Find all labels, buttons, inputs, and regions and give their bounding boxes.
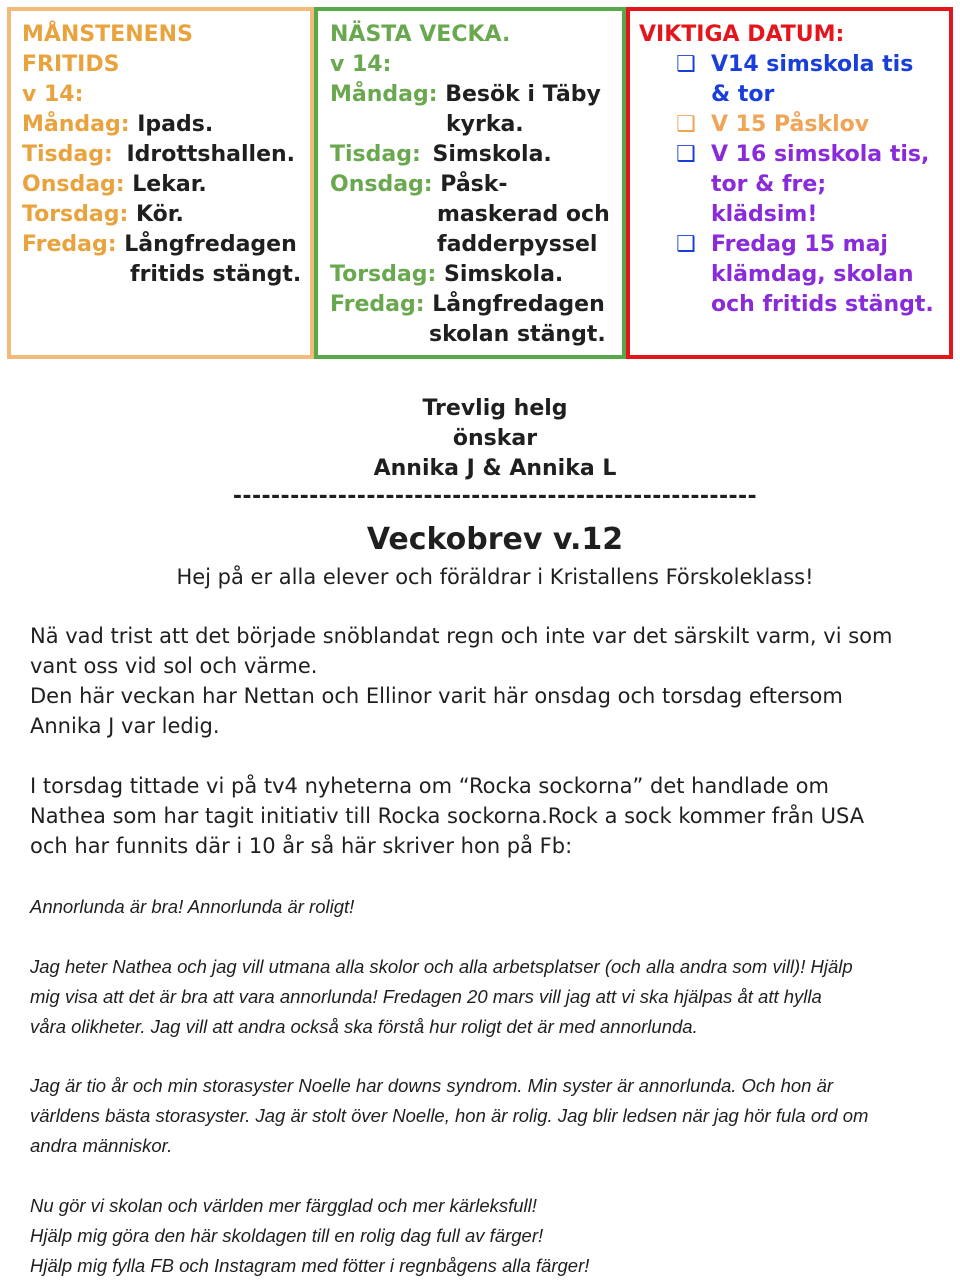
next-week-wednesday-text: Påsk- [440, 172, 508, 197]
fritids-title-1: MÅNSTENENS [22, 22, 193, 47]
quote-4-line-1: Nu gör vi skolan och världen mer färgglad och mer kärleksfull! [30, 1195, 537, 1216]
paragraph-2-line-3: och har funnits där i 10 år så här skriver hon på Fb: [30, 834, 573, 858]
fritids-tuesday [22, 140, 295, 170]
important-dates-title: VIKTIGA DATUM: [639, 22, 845, 47]
important-item-3-line-2: tor & fre; [711, 172, 827, 197]
paragraph-2-line-1: I torsdag tittade vi på tv4 nyheterna om “Rocka sockorna” det handlade om [30, 774, 829, 798]
next-week-week: v 14: [330, 52, 392, 77]
important-item-3-line-3: klädsim! [711, 202, 818, 227]
next-week-wednesday-text-2: maskerad och [437, 202, 610, 227]
fritids-tuesday-text: Idrottshallen. [126, 142, 296, 167]
important-item-4-line-1: Fredag 15 maj [711, 232, 888, 257]
paragraph-1-line-4: Annika J var ledig. [30, 714, 220, 738]
paragraph-2-line-2: Nathea som har tagit initiativ till Rocka sockorna.Rock a sock kommer från USA [30, 804, 865, 828]
fritids-wednesday-text: Lekar. [132, 172, 207, 197]
important-item-1-line-1: V14 simskola tis [711, 52, 914, 77]
fritids-monday-label: Måndag: [22, 112, 130, 137]
paragraph-1-line-3: Den här veckan har Nettan och Ellinor varit här onsdag och torsdag eftersom [30, 684, 843, 708]
next-week-friday-text-2: skolan stängt. [429, 322, 606, 347]
next-week-friday-label: Fredag: [330, 292, 425, 317]
quote-4-line-2: Hjälp mig göra den här skoldagen till en rolig dag full av färger! [30, 1225, 544, 1246]
next-week-title: NÄSTA VECKA. [330, 22, 511, 47]
checkbox-icon: ❑ [676, 142, 696, 167]
quote-3-line-1: Jag är tio år och min storasyster Noelle har downs syndrom. Min syster är annorlunda. Och hon är [30, 1075, 834, 1096]
greeting-signature: Annika J & Annika L [373, 456, 617, 481]
quote-3-line-3: andra människor. [30, 1135, 173, 1156]
fritids-tuesday-label: Tisdag: [22, 142, 113, 167]
next-week-friday [330, 290, 605, 320]
fritids-friday-text-2: fritids stängt. [130, 262, 302, 287]
fritids-thursday [22, 200, 184, 230]
paragraph-1-line-1: Nä vad trist att det började snöblandat regn och inte var det särskilt varm, vi som [30, 624, 893, 648]
quote-1: Annorlunda är bra! Annorlunda är roligt! [30, 896, 355, 917]
greeting-line-2: önskar [452, 426, 538, 451]
next-week-friday-text: Långfredagen [432, 292, 605, 317]
paragraph-1-line-2: vant oss vid sol och värme. [30, 654, 318, 678]
checkbox-icon: ❑ [676, 52, 696, 77]
quote-4-line-3: Hjälp mig fylla FB och Instagram med fötter i regnbågens alla färger! [30, 1255, 590, 1276]
next-week-thursday-label: Torsdag: [330, 262, 437, 287]
fritids-monday-text: Ipads. [137, 112, 214, 137]
fritids-thursday-text: Kör. [135, 202, 184, 227]
quote-3-line-2: världens bästa storasyster. Jag är stolt över Noelle, hon är rolig. Jag blir ledsen när jag hör fula ord om [30, 1105, 869, 1126]
next-week-wednesday [330, 170, 508, 200]
fritids-friday [22, 230, 297, 260]
next-week-monday-text-2: kyrka. [446, 112, 524, 137]
quote-2-line-3: våra olikheter. Jag vill att andra också ska förstå hur roligt det är med annorlunda. [30, 1016, 698, 1037]
important-item-4-line-2: klämdag, skolan [711, 262, 914, 287]
next-week-monday-text: Besök i Täby [445, 82, 601, 107]
separator-line: ------------------------------------------------------- [232, 484, 758, 509]
fritids-title-2: FRITIDS [22, 52, 120, 77]
letter-title: Veckobrev v.12 [366, 522, 624, 557]
next-week-tuesday-text: Simskola. [432, 142, 552, 167]
fritids-wednesday-label: Onsdag: [22, 172, 125, 197]
greeting-line-1: Trevlig helg [422, 396, 568, 421]
fritids-week: v 14: [22, 82, 84, 107]
next-week-tuesday [330, 140, 552, 170]
important-item-3-line-1: V 16 simskola tis, [711, 142, 930, 167]
fritids-friday-text: Långfredagen [124, 232, 297, 257]
letter-intro: Hej på er alla elever och föräldrar i Kristallens Förskoleklass! [176, 565, 814, 589]
next-week-wednesday-label: Onsdag: [330, 172, 433, 197]
next-week-wednesday-text-3: fadderpyssel [437, 232, 598, 257]
next-week-thursday [330, 260, 563, 290]
fritids-friday-label: Fredag: [22, 232, 117, 257]
fritids-thursday-label: Torsdag: [22, 202, 129, 227]
quote-2-line-1: Jag heter Nathea och jag vill utmana alla skolor och alla arbetsplatser (och alla andra som vill)! Hjälp [30, 956, 853, 977]
important-item-2-line-1: V 15 Påsklov [711, 112, 870, 137]
next-week-thursday-text: Simskola. [443, 262, 564, 287]
checkbox-icon: ❑ [676, 232, 696, 257]
next-week-monday-label: Måndag: [330, 82, 438, 107]
checkbox-icon: ❑ [676, 112, 696, 137]
next-week-tuesday-label: Tisdag: [330, 142, 421, 167]
fritids-wednesday [22, 170, 207, 200]
important-item-4-line-3: och fritids stängt. [711, 292, 934, 317]
important-item-1-line-2: & tor [711, 82, 775, 107]
next-week-monday [330, 80, 601, 110]
quote-2-line-2: mig visa att det är bra att vara annorlunda! Fredagen 20 mars vill jag att vi ska hjälpas åt att hylla [30, 986, 822, 1007]
fritids-monday [22, 110, 213, 140]
